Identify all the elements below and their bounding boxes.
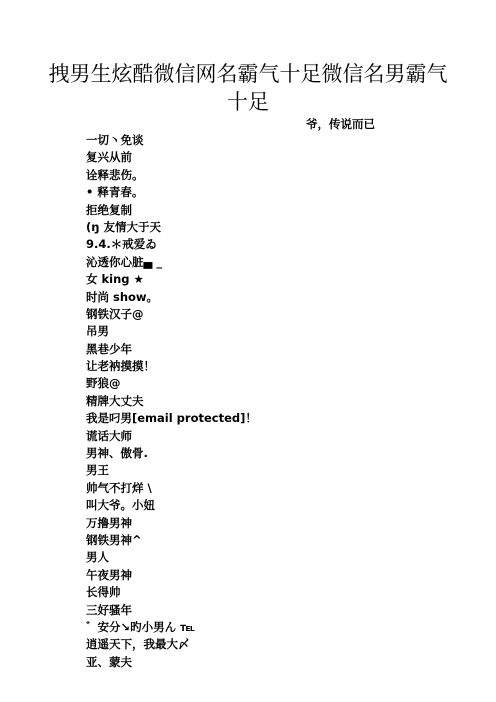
name-list-item: 吊男 [86, 324, 109, 339]
name-list-item: ゛安分↘旳小男ん ℡ [86, 619, 195, 634]
name-list-item: 男王 [86, 463, 109, 478]
name-list-item: 让老衲摸摸！ [86, 359, 155, 374]
name-list-item: 拒绝复制 [86, 202, 132, 217]
name-list-item: 谎话大师 [86, 428, 132, 443]
name-list-item: 男人 [86, 550, 109, 565]
name-list-item: 三好骚年 [86, 602, 132, 617]
name-list-item: 逍遥天下，我最大〆 [86, 637, 190, 652]
name-list-item: 叫大爷。小妞 [86, 498, 155, 513]
name-list-item: 一切丶免谈 [86, 133, 144, 147]
name-list-item: 沁透你心脏▄ _ [86, 254, 163, 269]
name-list [86, 132, 257, 671]
name-list-item: 钢铁男神^ [86, 532, 142, 547]
name-list-item: 9.4.＊戒爱ゐ [86, 237, 157, 252]
name-list-item: 万撸男神 [86, 515, 132, 530]
name-list-item: 女 king ★ [86, 272, 144, 287]
name-list-item: 精牌大丈夫 [86, 393, 144, 408]
document-subtitle: 爷，传说而已 [306, 117, 375, 131]
name-list-item: 我是叼男[email protected]！ [86, 411, 257, 426]
name-list-item: 帅气不打烊 \ [86, 480, 152, 495]
name-list-item: 钢铁汉子@ [86, 306, 144, 321]
name-list-item: 野狼@ [86, 376, 121, 391]
name-list-item: 诠释悲伤。 [86, 167, 144, 182]
name-list-item: 黑巷少年 [86, 341, 132, 356]
name-list-item: • 释青春。 [86, 185, 144, 200]
document-title: 拽男生炫酷微信网名霸气十足微信名男霸气十足 [48, 62, 448, 114]
name-list-item: 亚、蒙夫 [86, 654, 132, 669]
name-list-item: 长得帅 [86, 585, 121, 600]
name-list-item: 午夜男神 [86, 567, 132, 582]
name-list-item: 时尚 show。 [86, 289, 159, 304]
name-list-item: 男神、傲骨. [86, 446, 148, 461]
name-list-item: (ŋ 友情大于天 [86, 219, 161, 234]
name-list-item: 复兴从前 [86, 150, 132, 165]
